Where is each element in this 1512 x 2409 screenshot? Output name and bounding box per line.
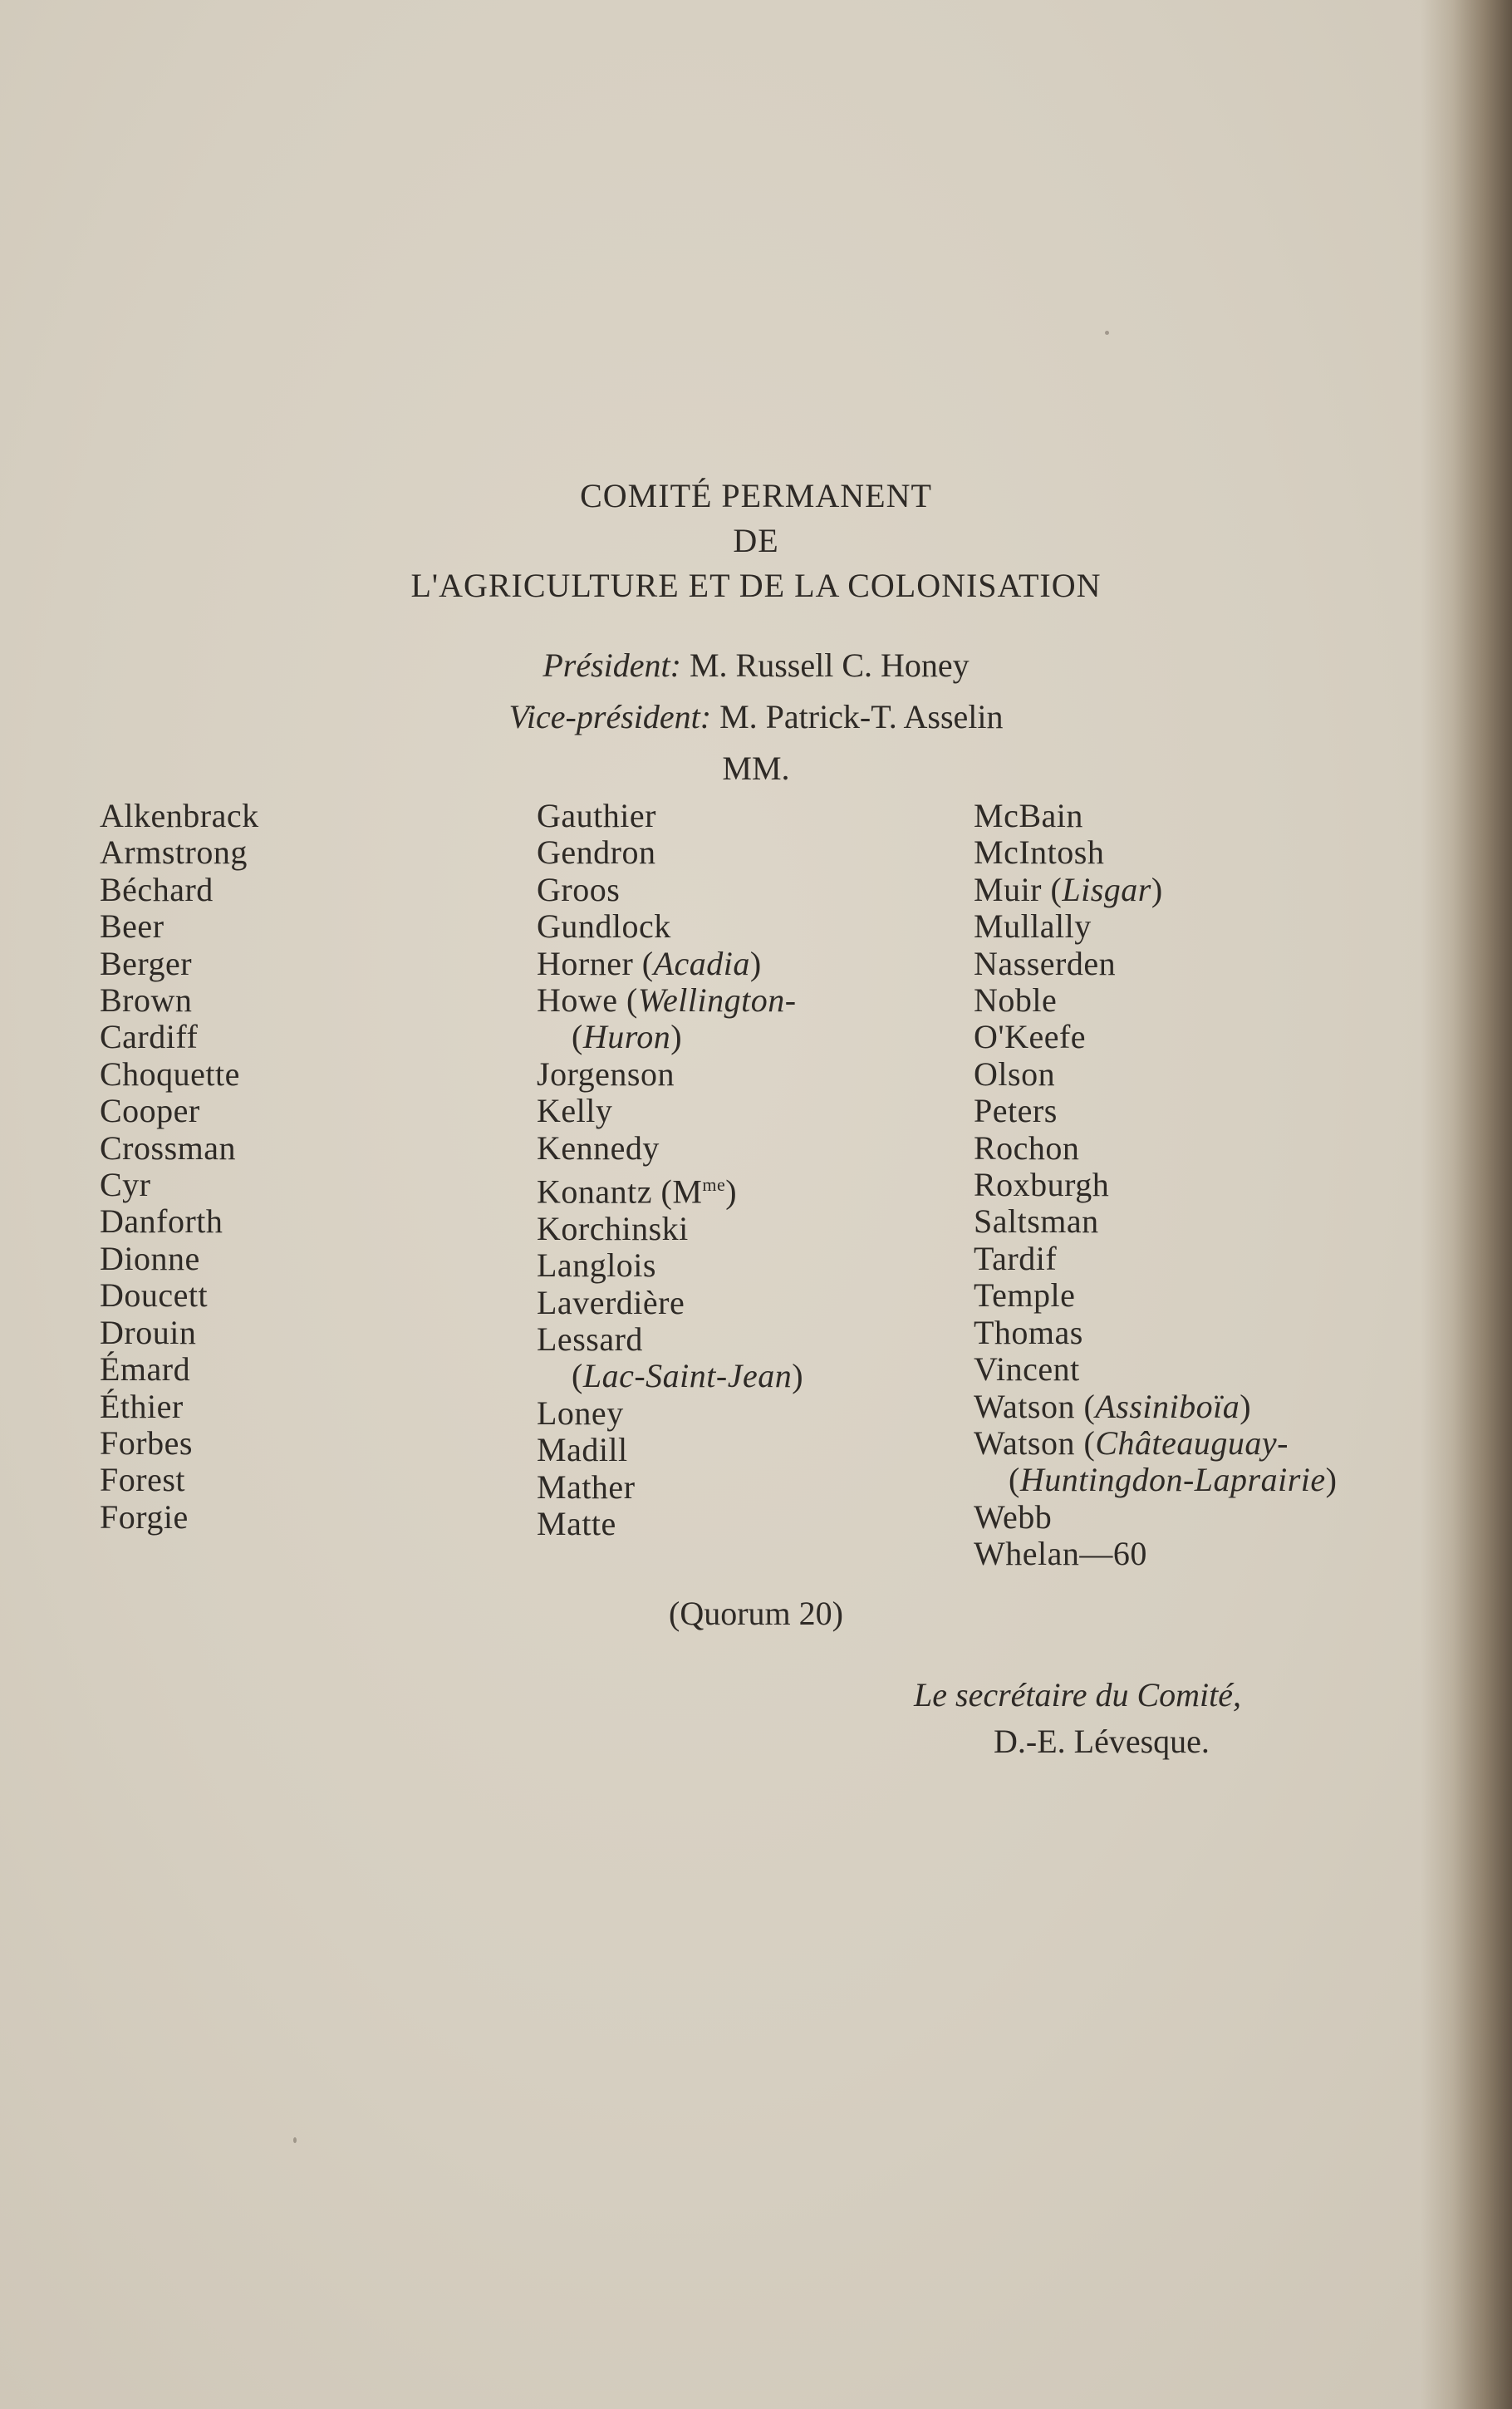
riding-name: Assiniboïa bbox=[1095, 1387, 1240, 1425]
member-name: Brown bbox=[100, 981, 193, 1020]
member-name: Danforth bbox=[100, 1202, 223, 1241]
member-surname: Thomas bbox=[974, 1313, 1083, 1351]
member-name: Cardiff bbox=[100, 1018, 199, 1056]
secretary-name: D.-E. Lévesque. bbox=[994, 1723, 1210, 1760]
secretary-title: Le secrétaire du Comité, bbox=[914, 1676, 1242, 1713]
member-name bbox=[537, 798, 803, 834]
riding-name: Wellington- bbox=[637, 981, 797, 1020]
member-surname: Laverdière bbox=[537, 1283, 685, 1321]
member-surname: Roxburgh bbox=[974, 1166, 1110, 1204]
member-name bbox=[537, 1167, 803, 1211]
riding-name: Châteauguay- bbox=[1095, 1423, 1289, 1462]
member-surname: Langlois bbox=[537, 1246, 656, 1285]
member-name: Crossman bbox=[100, 1128, 236, 1167]
member-surname: Olson bbox=[974, 1055, 1056, 1093]
member-name: Dionne bbox=[100, 1239, 200, 1277]
member-surname: Matte bbox=[537, 1505, 616, 1543]
member-name bbox=[537, 1247, 803, 1284]
member-surname: Lessard bbox=[537, 1320, 643, 1359]
member-name bbox=[537, 1395, 803, 1432]
members-column-1 bbox=[100, 798, 259, 1536]
member-surname: Tardif bbox=[974, 1239, 1058, 1277]
member-name bbox=[974, 1093, 1337, 1129]
riding-name: Huron bbox=[582, 1018, 671, 1056]
member-name: Armstrong bbox=[100, 833, 248, 872]
member-name: Doucett bbox=[100, 1276, 209, 1315]
member-name bbox=[537, 1093, 803, 1129]
paper-speck bbox=[1105, 331, 1109, 335]
member-surname: Noble bbox=[974, 981, 1058, 1020]
member-name: Watson (Châteauguay- bbox=[974, 1423, 1289, 1462]
quorum-note: (Quorum 20) bbox=[669, 1595, 843, 1632]
member-name: Forgie bbox=[100, 1497, 189, 1536]
member-name: Forbes bbox=[100, 1423, 193, 1462]
president-line bbox=[0, 641, 1512, 691]
member-surname: Jorgenson bbox=[537, 1055, 675, 1093]
member-riding-continuation: (Huntingdon-Laprairie) bbox=[1009, 1461, 1338, 1499]
member-name bbox=[537, 872, 803, 908]
member-surname: Loney bbox=[537, 1394, 624, 1432]
member-name: Cyr bbox=[100, 1166, 151, 1204]
member-name bbox=[537, 834, 803, 871]
member-surname: McIntosh bbox=[974, 833, 1105, 872]
member-surname: Gauthier bbox=[537, 797, 656, 834]
member-name: Berger bbox=[100, 944, 193, 982]
members-column-3 bbox=[974, 798, 1337, 1573]
member-name bbox=[537, 1130, 803, 1167]
member-name bbox=[974, 946, 1337, 982]
member-name bbox=[974, 1499, 1337, 1536]
member-name bbox=[974, 1536, 1337, 1572]
member-surname: Temple bbox=[974, 1276, 1076, 1315]
member-surname: Gendron bbox=[537, 833, 656, 872]
member-riding-continuation: (Huron) bbox=[572, 1018, 683, 1056]
member-name bbox=[974, 1130, 1337, 1167]
member-name bbox=[974, 1351, 1337, 1388]
member-name bbox=[974, 982, 1337, 1019]
vice-president-label: Vice-président: bbox=[508, 698, 712, 735]
member-name: Beer bbox=[100, 907, 164, 946]
member-surname: Howe bbox=[537, 981, 627, 1020]
riding-name: Huntingdon-Laprairie bbox=[1019, 1461, 1326, 1499]
vice-president-line bbox=[0, 692, 1512, 742]
member-name: Horner (Acadia) bbox=[537, 944, 762, 982]
member-name: Muir (Lisgar) bbox=[974, 870, 1163, 908]
member-surname: Watson bbox=[974, 1423, 1084, 1462]
member-surname: Muir bbox=[974, 870, 1051, 908]
member-surname: Saltsman bbox=[974, 1202, 1099, 1241]
members-column-2 bbox=[537, 798, 803, 1542]
member-name: Forest bbox=[100, 1461, 185, 1499]
member-name bbox=[537, 908, 803, 945]
paper-speck bbox=[293, 2137, 297, 2143]
book-spine-shadow bbox=[1421, 0, 1512, 2409]
member-surname: Webb bbox=[974, 1497, 1053, 1536]
member-name: Howe (Wellington- bbox=[537, 981, 797, 1020]
riding-name: Acadia bbox=[653, 944, 750, 982]
committee-title-line-1: COMITÉ PERMANENT bbox=[580, 477, 932, 514]
member-name bbox=[974, 1019, 1337, 1055]
member-surname: Madill bbox=[537, 1431, 628, 1469]
member-name bbox=[974, 834, 1337, 871]
member-name: Béchard bbox=[100, 870, 214, 908]
member-surname: Mather bbox=[537, 1468, 636, 1506]
title-superscript: me bbox=[702, 1174, 726, 1196]
member-name bbox=[974, 1315, 1337, 1351]
member-name: Émard bbox=[100, 1350, 191, 1389]
member-surname: McBain bbox=[974, 797, 1083, 834]
member-name bbox=[974, 908, 1337, 945]
member-name bbox=[974, 1167, 1337, 1203]
member-surname: Kennedy bbox=[537, 1128, 660, 1167]
member-surname: Peters bbox=[974, 1092, 1058, 1130]
member-surname: Watson bbox=[974, 1387, 1084, 1425]
member-surname: O'Keefe bbox=[974, 1018, 1087, 1056]
member-name bbox=[974, 1203, 1337, 1240]
president-name: M. Russell C. Honey bbox=[689, 646, 970, 684]
member-surname: Mullally bbox=[974, 907, 1092, 946]
member-name bbox=[537, 1432, 803, 1468]
member-name: Choquette bbox=[100, 1055, 240, 1093]
member-surname: Vincent bbox=[974, 1350, 1080, 1389]
member-name: Watson (Assiniboïa) bbox=[974, 1387, 1252, 1425]
member-surname: Rochon bbox=[974, 1128, 1080, 1167]
committee-title-line-3: L'AGRICULTURE ET DE LA COLONISATION bbox=[410, 567, 1102, 604]
member-surname: Konantz (M bbox=[537, 1173, 703, 1211]
member-name bbox=[974, 1277, 1337, 1314]
member-name: Alkenbrack bbox=[100, 797, 259, 834]
member-name: Éthier bbox=[100, 1387, 184, 1425]
members-label: MM. bbox=[722, 750, 790, 787]
member-surname: Kelly bbox=[537, 1092, 613, 1130]
member-name: Drouin bbox=[100, 1313, 197, 1351]
member-name bbox=[537, 1211, 803, 1247]
member-surname: Whelan—60 bbox=[974, 1535, 1147, 1573]
member-surname: Horner bbox=[537, 944, 642, 982]
committee-title-line-2: DE bbox=[733, 522, 779, 559]
member-name: Cooper bbox=[100, 1092, 200, 1130]
closing-paren: ) bbox=[725, 1173, 738, 1211]
member-name bbox=[974, 1056, 1337, 1093]
member-surname: Gundlock bbox=[537, 907, 671, 946]
member-surname: Nasserden bbox=[974, 944, 1117, 982]
member-name bbox=[974, 798, 1337, 834]
member-name bbox=[537, 1056, 803, 1093]
member-surname: Groos bbox=[537, 870, 621, 908]
riding-name: Lisgar bbox=[1062, 870, 1151, 908]
member-name bbox=[537, 1506, 803, 1542]
member-riding-continuation: (Lac-Saint-Jean) bbox=[572, 1357, 804, 1395]
member-name bbox=[537, 1469, 803, 1506]
member-name bbox=[537, 1321, 803, 1358]
member-name bbox=[974, 1241, 1337, 1277]
vice-president-name: M. Patrick-T. Asselin bbox=[719, 698, 1004, 735]
president-label: Président: bbox=[542, 646, 681, 684]
riding-name: Lac-Saint-Jean bbox=[582, 1357, 793, 1395]
member-name bbox=[537, 1285, 803, 1321]
member-surname: Korchinski bbox=[537, 1209, 689, 1247]
